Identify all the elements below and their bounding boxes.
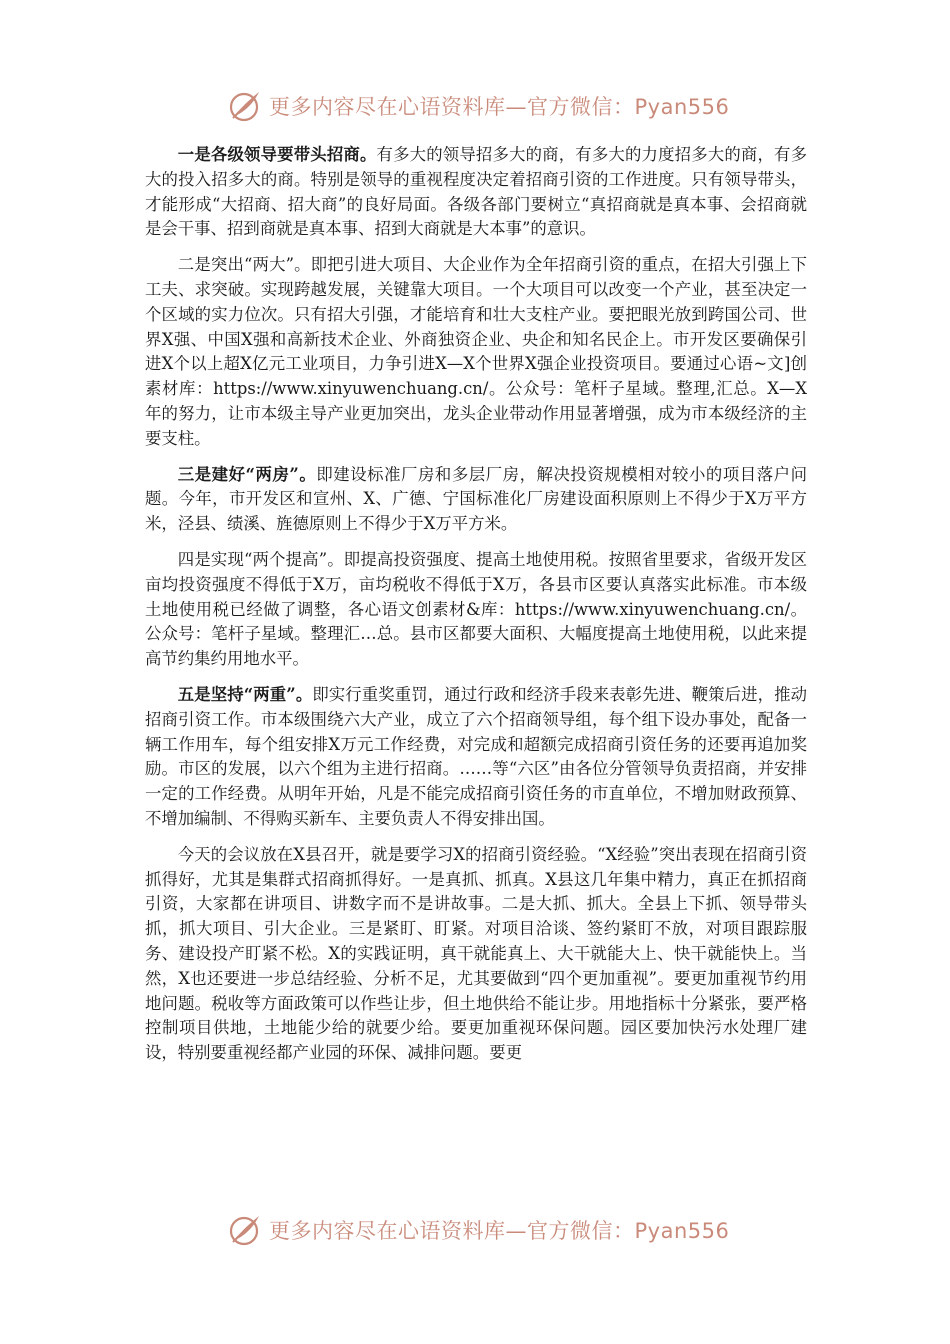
paragraph-4-body: 四是实现“两个提高”。即提高投资强度、提高土地使用税。按照省里要求，省级开发区亩均投资强度不得低于X万，亩均税收不得低于X万，各县市区要认真落实此标准。市本级土地使用税已经做了调整，各心语文创素材&库：https://www.xinyuwenchuang.cn/。公众号：笔杆子星域。整理汇…总。县市区都要大面积、大幅度提高土地使用税，以此来提高节约集约用地水平。	[145, 549, 807, 669]
paragraph-2	[145, 253, 807, 451]
document-body	[145, 143, 807, 1077]
paragraph-4	[145, 548, 807, 672]
watermark-text: 更多内容尽在心语资料库—官方微信：Pyan556	[269, 1219, 730, 1243]
paragraph-3-body: 即建设标准厂房和多层厂房，解决投资规模相对较小的项目落户问题。今年，市开发区和宣州、X、广德、宁国标准化厂房建设面积原则上不得少于X万平方米，泾县、绩溪、旌德原则上不得少于X万平方米。	[145, 464, 808, 534]
quill-logo-icon	[227, 1212, 263, 1248]
quill-logo-icon	[227, 88, 263, 124]
paragraph-6-body: 今天的会议放在X县召开，就是要学习X的招商引资经验。“X经验”突出表现在招商引资抓得好，尤其是集群式招商抓得好。一是真抓、抓真。X县这几年集中精力，真正在抓招商引资，大家都在讲项目、讲数字而不是讲故事。二是大抓、抓大。全县上下抓、领导带头抓，抓大项目、引大企业。三是紧盯、盯紧。对项目洽谈、签约紧盯不放，对项目跟踪服务、建设投产盯紧不松。X的实践证明，真干就能真上、大干就能大上、快干就能快上。当然，X也还要进一步总结经验、分析不足，尤其要做到“四个更加重视”。要更加重视节约用地问题。税收等方面政策可以作些让步，但土地供给不能让步。用地指标十分紧张，要严格控制项目供地，土地能少给的就要少给。要更加重视环保问题。园区要加快污水处理厂建设，特别要重视经都产业园的环保、减排问题。要更	[145, 844, 807, 1063]
paragraph-1-lead: 一是各级领导要带头招商。	[177, 145, 377, 164]
paragraph-1	[145, 143, 807, 242]
paragraph-6	[145, 843, 807, 1066]
watermark-text: 更多内容尽在心语资料库—官方微信：Pyan556	[269, 95, 730, 119]
footer-watermark	[227, 1212, 729, 1248]
paragraph-3	[145, 463, 807, 537]
paragraph-5-lead: 五是坚持“两重”。	[177, 684, 313, 704]
paragraph-5-body: 即实行重奖重罚，通过行政和经济手段来表彰先进、鞭策后进，推动招商引资工作。市本级围绕六大产业，成立了六个招商领导组，每个组下设办事处，配备一辆工作用车，每个组安排X万元工作经费，对完成和超额完成招商引资任务的还要再追加奖励。市区的发展，以六个组为主进行招商。……等“六区”由各位分管领导负责招商，并安排一定的工作经费。从明年开始，凡是不能完成招商引资任务的市直单位，不增加财政预算、不增加编制、不得购买新车、主要负责人不得安排出国。	[145, 684, 807, 828]
paragraph-1-body: 有多大的领导招多大的商，有多大的力度招多大的商，有多大的投入招多大的商。特别是领导的重视程度决定着招商引资的工作进度。只有领导带头，才能形成“大招商、招大商”的良好局面。各级各部门要树立“真招商就是真本事、会招商就是会干事、招到商就是真本事、招到大商就是大本事”的意识。	[145, 145, 807, 239]
paragraph-2-body: 二是突出“两大”。即把引进大项目、大企业作为全年招商引资的重点，在招大引强上下工夫、求突破。实现跨越发展，关键靠大项目。一个大项目可以改变一个产业，甚至决定一个区域的实力位次。只有招大引强，才能培育和壮大支柱产业。要把眼光放到跨国公司、世界X强、中国X强和高新技术企业、外商独资企业、央企和知名民企上。市开发区要确保引进X个以上超X亿元工业项目，力争引进X—X个世界X强企业投资项目。要通过心语~文]创素材库：https://www.xinyuwenchuang.cn/。公众号：笔杆子星域。整理,汇总。X—X年的努力，让市本级主导产业更加突出，龙头企业带动作用显著增强，成为市本级经济的主要支柱。	[145, 255, 807, 448]
header-watermark	[227, 88, 729, 124]
paragraph-5	[145, 683, 807, 832]
paragraph-3-lead: 三是建好“两房”。	[177, 464, 317, 484]
